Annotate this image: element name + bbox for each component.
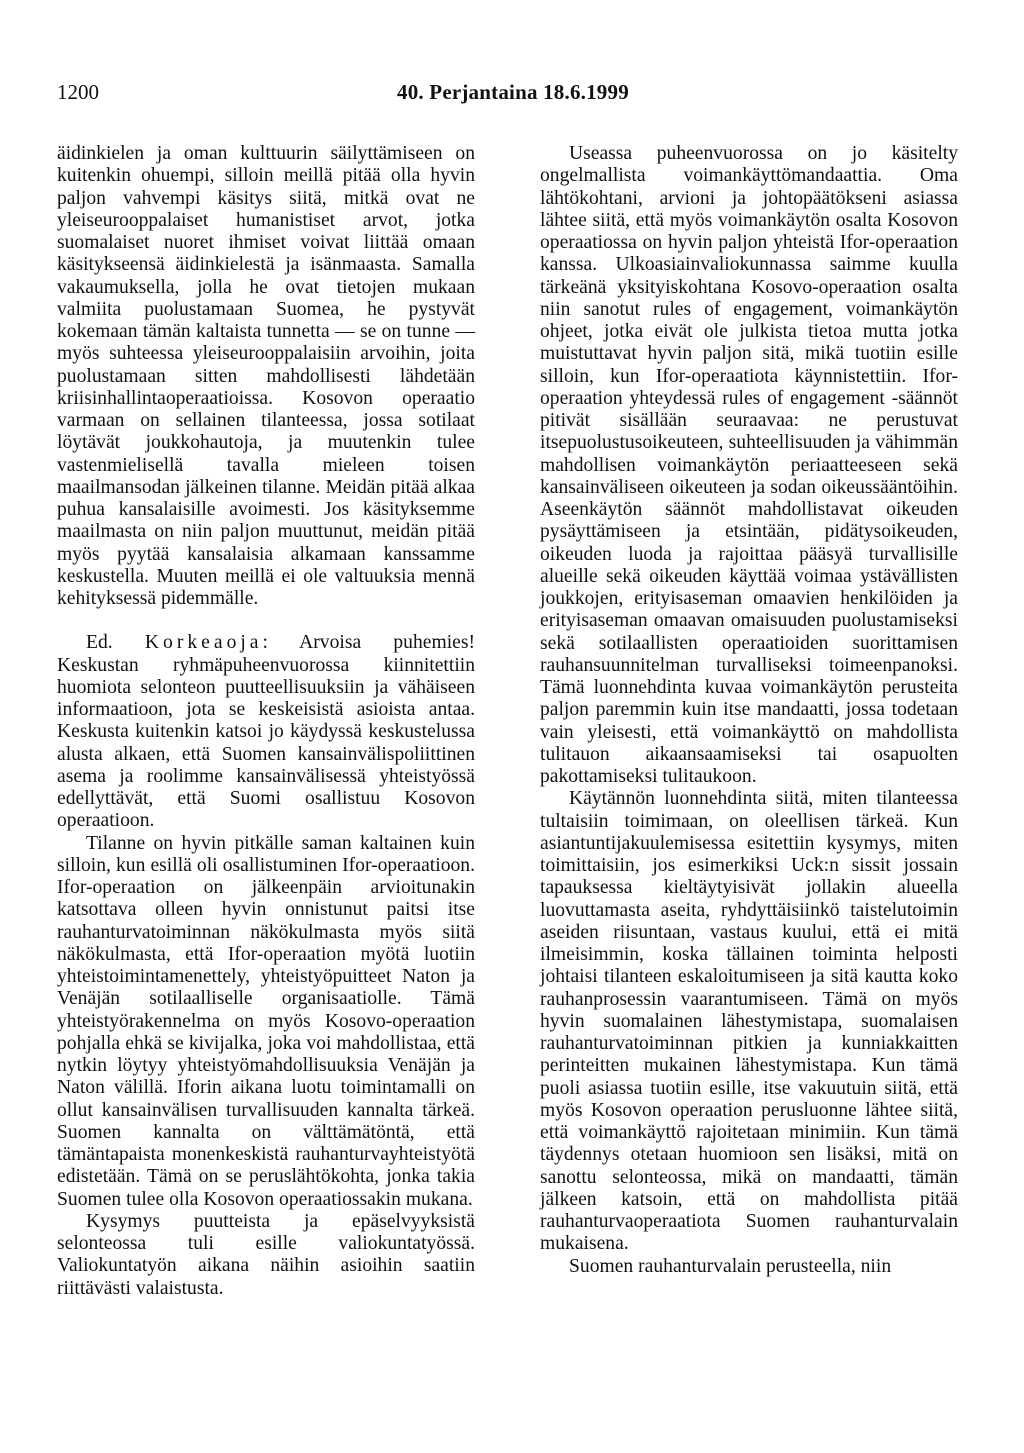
header-title: 40. Perjantaina 18.6.1999 xyxy=(397,80,629,104)
paragraph: Käytännön luonnehdinta siitä, miten tilanteessa tultaisiin toimimaan, on oleellisen tärkeä. Kun asiantuntijakuulemisessa esitettiin kysymys, miten toimittaisiin, jos esimerkiksi Uck:n sissit jossain tapauksessa kieltäytyisivät jollakin alueella luovuttamasta aseita, ryhdyttäisiinkö taistelutoimin aseiden riisuntaan, vastaus kuului, että ei mitä ilmeisimmin, koska tällainen toiminta helposti johtaisi tilanteen eskaloitumiseen ja sitä kautta koko rauhanprosessin vaarantumiseen. Tämä on myös hyvin suomalainen lähestymistapa, suomalaisen rauhanturvatoiminnan pitkien ja kunniakkaitten perinteitten mukainen lähestymistapa. Kun tämä puoli asiassa tuotiin esille, itse vakuutuin siitä, että myös Kosovon operaation perusluonne lähtee siitä, että voimankäyttö rajoitetaan minimiin. Kun tämä täydennys otetaan huomioon sen lisäksi, mitä on sanottu selonteossa, mikä on mandaatti, tämän jälkeen katsoin, että on mahdollista pitää rauhanturvaoperaatiota Suomen rauhanturvalain mukaisena. xyxy=(540,788,958,1255)
speaker-prefix: Ed. xyxy=(86,632,113,654)
left-column xyxy=(57,143,475,1300)
paragraph: äidinkielen ja oman kulttuurin säilyttämiseen on kuitenkin ohuempi, silloin meillä pitää olla hyvin paljon vahvempi käsitys siitä, mitkä ovat ne yleiseurooppalaiset humanistiset arvot, jotka suomalaiset nuoret ihmiset voivat liittää omaan käsitykseensä äidinkielestä ja isänmaasta. Samalla vakaumuksella, jolla he ovat tietojen mukaan valmiita puolustamaan Suomea, he pystyvät kokemaan tämän kaltaista tunnetta — se on tunne — myös suhteessa yleiseurooppalaisiin arvoihin, joita puolustamaan sitten mahdollisesti lähdetään kriisinhallintaoperaatioissa. Kosovon operaatio varmaan on sellainen tilanteessa, jossa sotilaat löytävät joukkohautoja, ja muutenkin tulee vastenmielisellä tavalla mieleen toisen maailmansodan jälkeinen tilanne. Meidän pitää alkaa puhua kansalaisille avoimesti. Jos käsityksemme maailmasta on niin paljon muuttunut, meidän pitää myös pyytää kansalaisia alkamaan kanssamme keskustella. Muuten meillä ei ole valtuuksia mennä kehityksessä pidemmälle. xyxy=(57,143,475,609)
page-header xyxy=(57,80,967,110)
paragraph: Kysymys puutteista ja epäselvyyksistä selonteossa tuli esille valiokuntatyössä. Valiokuntatyön aikana näihin asioihin saatiin riittävästi valaistusta. xyxy=(57,1210,475,1299)
paragraph: Suomen rauhanturvalain perusteella, niin xyxy=(569,1255,892,1277)
speaker-name: Korkeaoja xyxy=(144,632,263,654)
paragraph: Tilanne on hyvin pitkälle saman kaltainen kuin silloin, kun esillä oli osallistuminen Ifor-operaatioon. Ifor-operaation on jälkeenpäin arvioitunakin katsottava olleen hyvin onnistunut paitsi itse rauhanturvatoiminnan näkökulmasta myös siitä näkökulmasta, että Ifor-operaation myötä luotiin yhteistoimintamenettely, yhteistyöpuitteet Naton ja Venäjän sotilaalliselle organisaatiolle. Tämä yhteistyörakennelma on myös Kosovo-operaation pohjalla ehkä se kivijalka, joka voi mahdollistaa, että nytkin löytyy yhteistyömahdollisuuksia Venäjän ja Naton välillä. Iforin aikana luotu toimintamalli on ollut kansainvälisen turvallisuuden kannalta tärkeä. Suomen kannalta on välttämätöntä, että tämäntapaista monenkeskistä rauhanturvayhteistyötä edistetään. Tämä on se peruslähtökohta, jonka takia Suomen tulee olla Kosovon operaatiossakin mukana. xyxy=(57,832,475,1210)
right-column xyxy=(540,143,958,1278)
speaker-paragraph xyxy=(57,632,475,832)
paragraph: Useassa puheenvuorossa on jo käsitelty ongelmallista voimankäyttömandaattia. Oma lähtökohtani, arvioni ja johtopäätökseni asiassa lähtee siitä, että myös voimankäytön osalta Kosovon operaatiossa on hyvin paljon yhteistä Ifor-operaation kanssa. Ulkoasiainvaliokunnassa saimme kuulla tärkeänä yksityiskohtana Kosovo-operaation osalta niin sanotut rules of engagement, voimankäytön ohjeet, jotka eivät ole julkista tietoa mutta jotka muistuttavat hyvin paljon sitä, mikä tuotiin esille silloin, kun Ifor-operaatiota käynnistettiin. Ifor-operaation yhteydessä rules of engagement -säännöt pitivät sisällään seuraavaa: ne perustuvat itsepuolustusoikeuteen, suhteellisuuden ja vähimmän mahdollisen voimankäytön periaatteeseen sekä kansainväliseen oikeuteen ja sodan oikeussääntöihin. Aseenkäytön säännöt mahdollistavat oikeuden pysäyttämiseen ja etsintään, pidätysoikeuden, oikeuden luoda ja rajoittaa pääsyä turvallisille alueille sekä oikeuden käyttää voimaa ystävällisten joukkojen, erityisaseman omaavien henkilöiden ja erityisaseman omaavan omaisuuden puolustamiseksi sekä sotilaallisten operaatioiden suorittamisen rauhansuunnitelman turvalliseksi toimeenpanoksi. Tämä luonnehdinta kuvaa voimankäytön perusteita paljon paremmin kuin itse mandaatti, jossa todetaan vain yleisesti, että voimankäyttö on mahdollista tulitauon aikaansaamiseksi tai osapuolten pakottamiseksi tulitaukoon. xyxy=(540,143,958,787)
speaker-separator: : xyxy=(262,632,268,654)
page-number: 1200 xyxy=(57,80,99,104)
paragraph-text: Arvoisa puhemies! Keskustan ryhmäpuheenvuorossa kiinnitettiin huomiota selonteon puutteellisuuksiin ja vähäiseen informaatioon, jota se keskeisistä asioista antaa. Keskusta kuitenkin katsoi jo käydyssä keskustelussa alusta alkaen, että Suomen kansainvälispoliittinen asema ja roolimme kansainvälisessä yhteistyössä edellyttävät, että Suomi osallistuu Kosovon operaatioon. xyxy=(57,632,475,832)
